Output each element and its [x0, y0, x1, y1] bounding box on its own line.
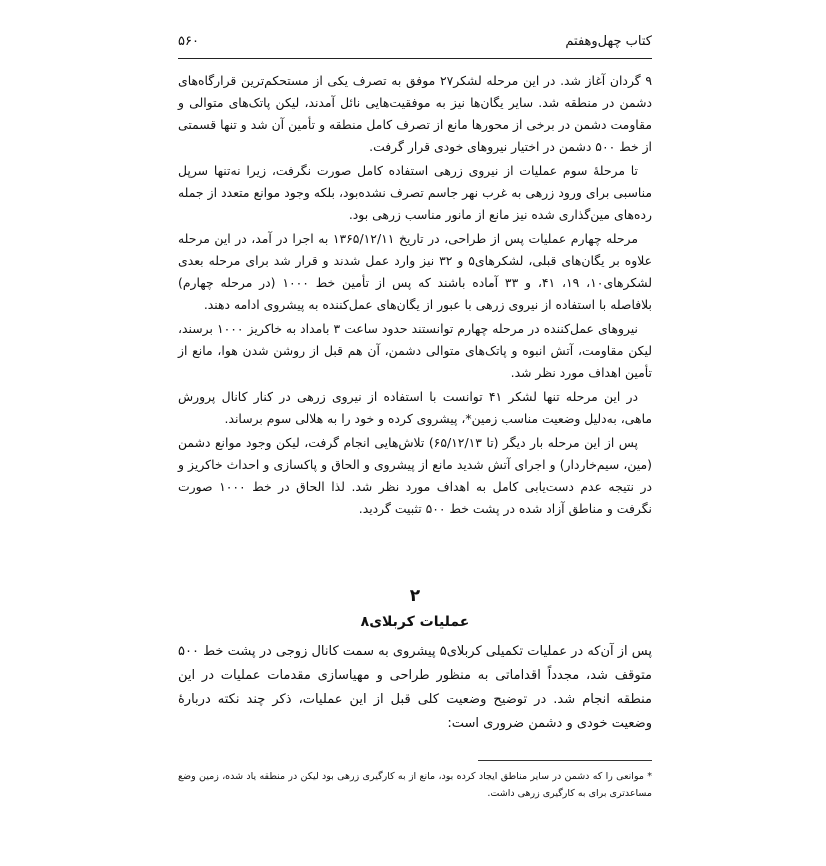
footnote	[178, 768, 652, 802]
section-text	[178, 640, 652, 736]
paragraph: پس از آن‌که در عملیات تکمیلی کربلای۵ پیشروی به سمت کانال زوجی در پشت خط ۵۰۰ متوقف شد، مجدداً اقداماتی به منظور طراحی و مهیاسازی مقدمات عملیات در این منطقه انجام شد. در توضیح وضعیت کلی قبل از این عملیات، ذکر چند نکته دربارهٔ وضعیت خودی و دشمن ضروری است:	[178, 644, 652, 731]
paragraph: در این مرحله تنها لشکر ۴۱ توانست با استفاده از نیروی زرهی در کنار کانال پرورش ماهی، به‌دلیل وضعیت مناسب زمین*، پیشروی کرده و خود را به هلالی سوم برساند.	[178, 389, 652, 426]
footnote-text: * موانعی را که دشمن در سایر مناطق ایجاد کرده بود، مانع از به کارگیری زرهی بود لیکن در منطقه یاد شده، زمین وضع مساعدتری برای به کارگیری زرهی داشت.	[178, 771, 652, 799]
paragraph: مرحله چهارم عملیات پس از طراحی، در تاریخ ۱۳۶۵/۱۲/۱۱ به اجرا در آمد، در این مرحله علاوه بر یگان‌های قبلی، لشکرهای۵ و ۳۲ نیز وارد عمل شدند و قرار شد برای مرحله بعدی لشکرهای۱۰، ۱۹، ۴۱، و ۳۳ آماده باشند که پس از تأمین خط ۱۰۰۰ (در مرحله چهارم) بلافاصله با استفاده از نیروی زرهی با عبور از یگان‌های عمل‌کننده به پیشروی ادامه دهند.	[178, 231, 652, 312]
page-number: ۵۶۰	[178, 34, 199, 49]
book-title: کتاب چهل‌وهفتم	[565, 34, 652, 49]
section-title: عملیات کربلای۸	[360, 614, 470, 630]
paragraph: ۹ گردان آغاز شد. در این مرحله لشکر۲۷ موفق به تصرف یکی از مستحکم‌ترین قرارگاه‌های دشمن در منطقه شد. سایر یگان‌ها نیز به موفقیت‌هایی نائل آمدند، لیکن پاتک‌های متوالی و مقاومت دشمن در برخی از محورها مانع از تصرف کامل منطقه و تأمین آن شد و تنها قسمتی از خط ۵۰۰ دشمن در اختیار نیروهای خودی قرار گرفت.	[178, 73, 652, 154]
main-text	[178, 70, 652, 522]
section-number: ۲	[409, 586, 421, 606]
section-heading	[178, 584, 652, 636]
header-divider	[178, 58, 652, 59]
paragraph: نیروهای عمل‌کننده در مرحله چهارم توانستند حدود ساعت ۳ بامداد به خاکریز ۱۰۰۰ برسند، لیکن مقاومت، آتش انبوه و پاتک‌های متوالی دشمن، آن هم قبل از روشن شدن هوا، مانع از تأمین اهداف مورد نظر شد.	[178, 321, 652, 380]
paragraph: تا مرحلهٔ سوم عملیات از نیروی زرهی استفاده کامل صورت نگرفت، زیرا نه‌تنها سرپل مناسبی برای ورود زرهی به غرب نهر جاسم تصرف نشده‌بود، بلکه وجود موانع متعدد از جمله رده‌های مین‌گذاری شده نیز مانع از مانور مناسب زرهی بود.	[178, 163, 652, 222]
page-header	[178, 34, 652, 56]
paragraph: پس از این مرحله بار دیگر (تا ۶۵/۱۲/۱۳) تلاش‌هایی انجام گرفت، لیکن وجود موانع دشمن (مین، سیم‌خاردار) و اجرای آتش شدید مانع از پیشروی و الحاق و پاکسازی و احداث خاکریز و در نتیجه عدم دست‌یابی کامل به اهداف مورد نظر شد. لذا الحاق در خط ۱۰۰۰ صورت نگرفت و مناطق آزاد شده در پشت خط ۵۰۰ تثبیت گردید.	[178, 435, 652, 516]
footnote-divider	[478, 760, 652, 761]
